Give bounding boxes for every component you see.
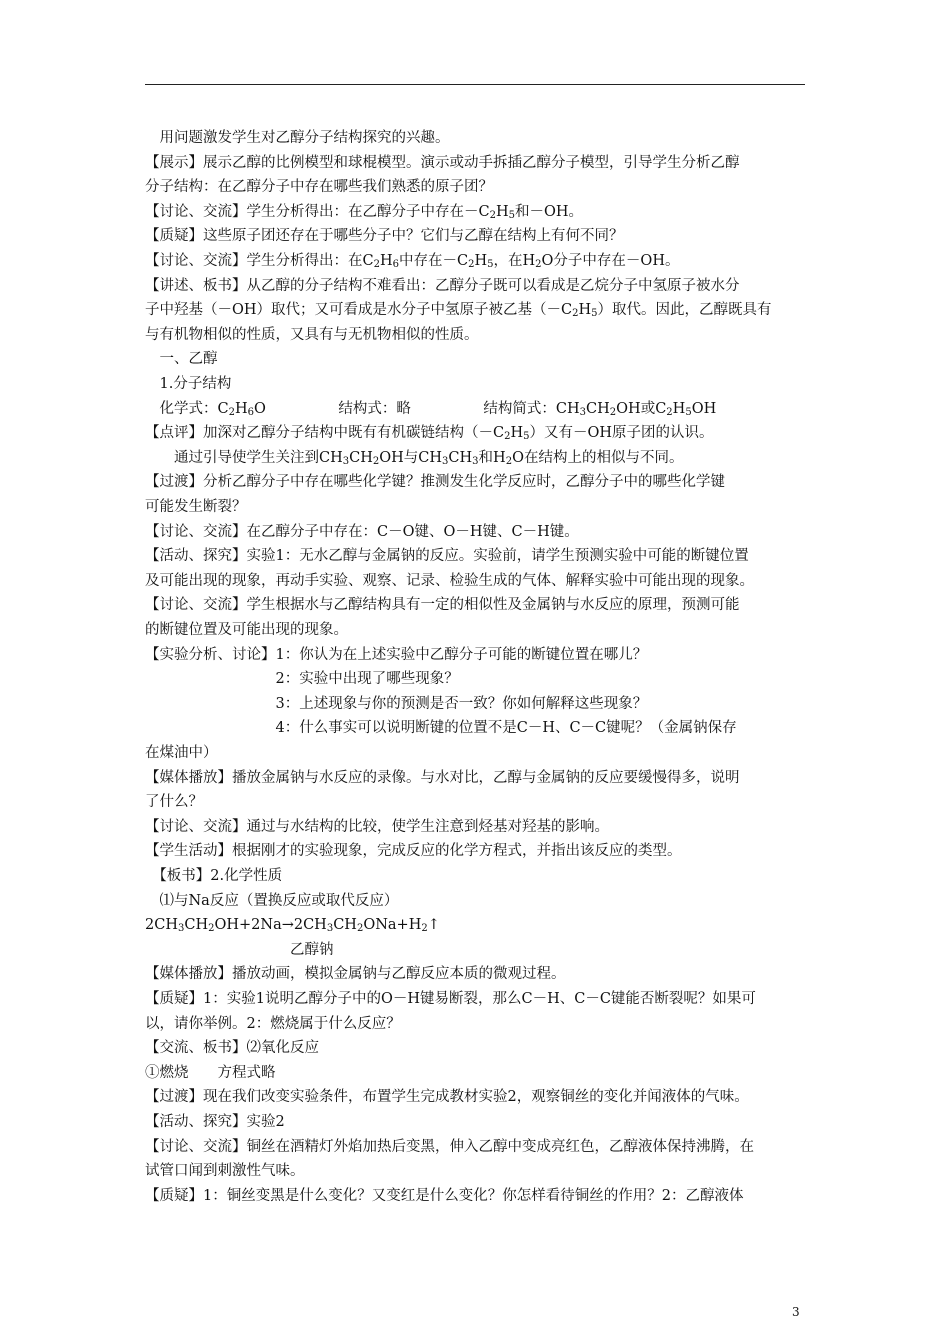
text-line: 【实验分析、讨论】1：你认为在上述实验中乙醇分子可能的断键位置在哪儿？ [145,646,648,663]
text-line: 【媒体播放】播放动画，模拟金属钠与乙醇反应本质的微观过程。 [145,966,566,983]
text-line: 【活动、探究】实验1：无水乙醇与金属钠的反应。实验前，请学生预测实验中可能的断键位置 [145,548,749,565]
header-rule [145,84,805,85]
text-line: 【质疑】这些原子团还存在于哪些分子中？它们与乙醇在结构上有何不同？ [145,228,624,245]
text-line: ⑴与Na反应（置换反应或取代反应） [145,892,399,909]
text-line: 3：上述现象与你的预测是否一致？你如何解释这些现象？ [145,695,648,712]
text-line: 【点评】加深对乙醇分子结构中既有有机碳链结构$(-C_2H_5)$又有－OH原子团的认识。 [145,425,714,443]
text-line: 【媒体播放】播放金属钠与水反应的录像。与水对比，乙醇与金属钠的反应要缓慢得多，说明 [145,769,740,786]
text-line: 乙醇钠 [145,941,334,958]
text-line: 4：什么事实可以说明断键的位置不是C－H、C－C键呢？（金属钠保存 [145,720,737,737]
text-line: 用问题激发学生对乙醇分子结构探究的兴趣。 [145,130,450,146]
text-line: 【过渡】现在我们改变实验条件，布置学生完成教材实验2，观察铜丝的变化并闻液体的气味。 [145,1089,749,1106]
page-number: 3 [792,1305,800,1319]
text-line: 子中羟基（－OH）取代；又可看成是水分子中氢原子被乙基$(-C_2H_5)$取代。因此，乙醇既具有 [145,302,772,320]
text-line: 的断键位置及可能出现的现象。 [145,622,348,638]
text-line: 【板书】2.化学性质 [145,868,283,884]
text-line: 【讨论、交流】铜丝在酒精灯外焰加热后变黑，伸入乙醇中变成亮红色，乙醇液体保持沸腾，在 [145,1138,754,1155]
text-line: 与有机物相似的性质，又具有与无机物相似的性质。 [145,326,479,343]
text-line: 【活动、探究】实验2 [145,1114,285,1130]
text-line: 【质疑】1：铜丝变黑是什么变化？又变红是什么变化？你怎样看待铜丝的作用？2：乙醇液体 [145,1187,744,1204]
text-line: 【过渡】分析乙醇分子中存在哪些化学键？推测发生化学反应时，乙醇分子中的哪些化学键 [145,474,725,491]
text-line: 【质疑】1：实验1说明乙醇分子中的O－H键易断裂，那么C－H、C－C键能否断裂呢？如果可 [145,991,756,1007]
text-line: 【讨论、交流】通过与水结构的比较，使学生注意到烃基对羟基的影响。 [145,818,609,835]
text-line: 【讨论、交流】学生根据水与乙醇结构具有一定的相似性及金属钠与水反应的原理，预测可能 [145,597,740,614]
text-line: 一、乙醇 [145,351,218,368]
text-line: 试管口闻到刺激性气味。 [145,1163,305,1180]
text-line: 在煤油中） [145,745,218,761]
text-line: ①燃烧 方程式略 [145,1064,276,1081]
text-line: 【讲述、板书】从乙醇的分子结构不难看出：乙醇分子既可以看成是乙烷分子中氢原子被水分 [145,277,740,294]
text-line: 了什么？ [145,794,203,811]
text-line: 通过引导使学生关注到$CH_3CH_2OH$与$CH_3CH_3$和$H_2O$在结构上的相似与不同。 [145,449,684,467]
text-line: 【学生活动】根据刚才的实验现象，完成反应的化学方程式，并指出该反应的类型。 [145,843,682,860]
text-line: 1.分子结构 [145,376,232,392]
text-line: 化学式：$C_2H_6O$ 结构式：略 结构简式：$CH_3CH_2OH$或$C_2H_5OH$ [145,400,717,418]
text-line: 【交流、板书】⑵氧化反应 [145,1040,319,1057]
text-line: $2CH_3CH_2OH+2Na\to 2CH_3CH_2ONa+H_2↑$ [145,917,440,935]
text-line: 【展示】展示乙醇的比例模型和球棍模型。演示或动手拆插乙醇分子模型，引导学生分析乙醇 [145,154,740,171]
text-line: 可能发生断裂？ [145,499,247,515]
text-line: 及可能出现的现象，再动手实验、观察、记录、检验生成的气体、解释实验中可能出现的现象。 [145,572,754,589]
text-line: 分子结构：在乙醇分子中存在哪些我们熟悉的原子团？ [145,179,493,196]
text-line: 【讨论、交流】学生分析得出：在$C_2H_6$中存在$-C_2H_5$，在$H_2O$分子中存在－OH。 [145,253,680,270]
text-line: 以，请你举例。2：燃烧属于什么反应？ [145,1015,401,1032]
text-line: 【讨论、交流】学生分析得出：在乙醇分子中存在$-C_2H_5$和－OH。 [145,203,584,221]
text-line: 2：实验中出现了哪些现象？ [145,671,459,688]
text-line: 【讨论、交流】在乙醇分子中存在：C－O键、O－H键、C－H键。 [145,523,579,540]
